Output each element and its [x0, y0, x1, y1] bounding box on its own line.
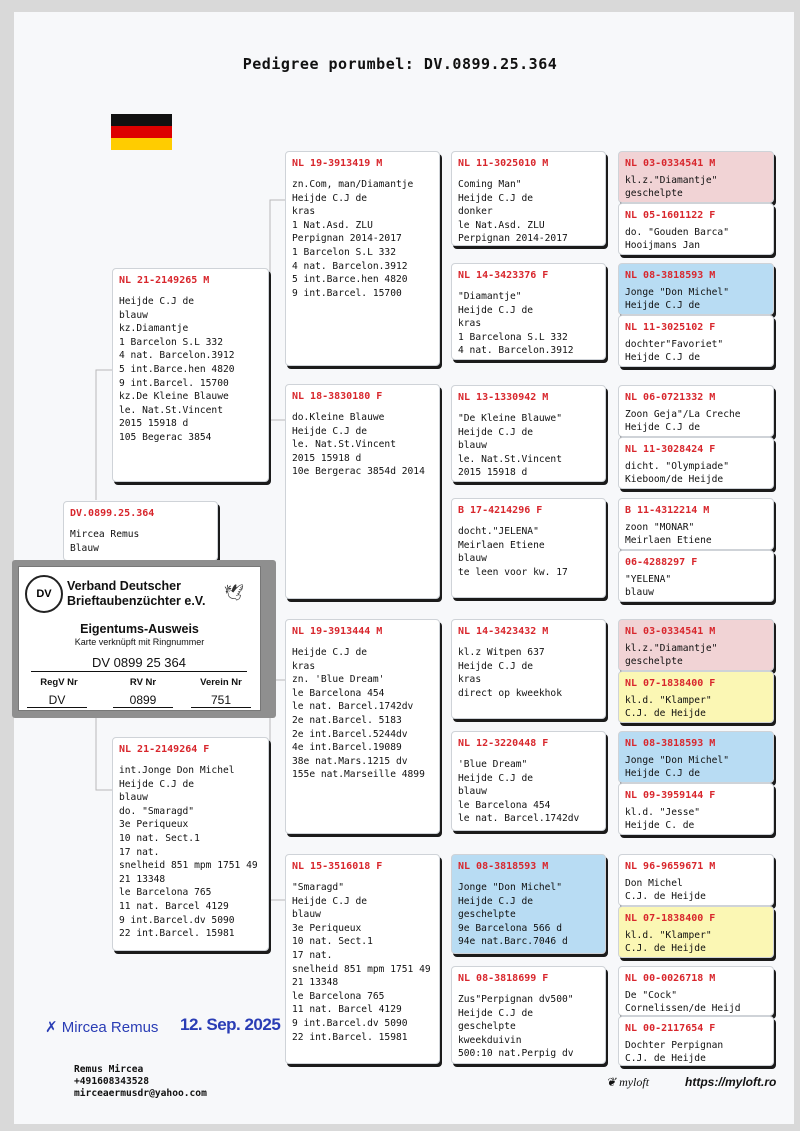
ancestor-ring: NL 08-3818593 M — [625, 738, 716, 749]
great-grandparent-card — [451, 498, 606, 598]
great-grandparent-card — [451, 385, 606, 482]
id-card-value: DV — [27, 693, 87, 708]
id-card-subheading: Karte verknüpft mit Ringnummer — [74, 637, 205, 647]
great-grandparent-details: 'Blue Dream" Heijde C.J de blauw le Barcelona 454 le nat. Barcel.1742dv — [458, 759, 580, 825]
ancestor-details: kl.d. "Klamper" C.J. de Heijde — [625, 695, 712, 720]
ancestor-ring: NL 96-9659671 M — [625, 861, 716, 872]
great-grandparent-ring: NL 12-3220448 F — [458, 738, 549, 749]
id-card-label: RV Nr — [129, 677, 157, 688]
ancestor-card — [618, 906, 774, 958]
owner-phone: +491608343528 — [74, 1076, 150, 1087]
ancestor-card — [618, 1016, 774, 1066]
ancestor-details: kl.d. "Klamper" C.J. de Heijde — [625, 930, 712, 955]
ancestor-ring: B 11-4312214 M — [625, 505, 710, 516]
ancestor-card — [618, 498, 774, 550]
grandparent-ring: NL 18-3830180 F — [292, 391, 383, 402]
germany-flag-icon — [111, 114, 172, 150]
id-card-heading: Eigentums-Ausweis — [80, 622, 199, 636]
signature: ✗ Mircea Remus — [45, 1019, 159, 1036]
pigeon-icon: 🕊 — [224, 583, 245, 602]
ancestor-ring: 06-4288297 F — [625, 557, 698, 568]
association-name: Verband Deutscher — [67, 579, 181, 593]
subject-details: Mircea Remus Blauw — [70, 529, 140, 554]
parent-ring: NL 21-2149264 F — [119, 744, 210, 755]
ancestor-ring: NL 11-3025102 F — [625, 322, 716, 333]
association-logo-icon: DV — [25, 575, 63, 613]
grandparent-details: Heijde C.J de kras zn. 'Blue Dream' le Barcelona 454 le nat. Barcel.1742dv 2e nat.Barcel. 5183 2e int.Barcel.5244dv 4e int.Barcel.19089 38e nat.Mars.1215 dv 155e nat.Marseille 4899 — [292, 647, 425, 781]
great-grandparent-ring: NL 13-1330942 M — [458, 392, 549, 403]
great-grandparent-card — [451, 854, 606, 954]
great-grandparent-ring: NL 11-3025010 M — [458, 158, 549, 169]
id-card-header — [19, 567, 260, 619]
ancestor-ring: NL 06-0721332 M — [625, 392, 716, 403]
great-grandparent-card — [451, 966, 606, 1064]
ancestor-details: Don Michel C.J. de Heijde — [625, 878, 706, 903]
brand-text: myloft — [619, 1075, 650, 1089]
ancestor-details: dochter"Favoriet" Heijde C.J de — [625, 339, 724, 364]
ancestor-ring: NL 00-2117654 F — [625, 1023, 716, 1034]
great-grandparent-ring: NL 14-3423432 M — [458, 626, 549, 637]
grandparent-card — [285, 619, 440, 834]
great-grandparent-details: Jonge "Don Michel" Heijde C.J de geschelpte 9e Barcelona 566 d 94e nat.Barc.7046 d — [458, 882, 568, 948]
great-grandparent-ring: B 17-4214296 F — [458, 505, 543, 516]
footer-url: https://myloft.ro — [685, 1075, 777, 1089]
great-grandparent-card — [451, 731, 606, 831]
ancestor-details: kl.z."Diamantje" geschelpte — [625, 643, 718, 668]
ancestor-card — [618, 437, 774, 489]
id-card-number: DV 0899 25 364 — [31, 655, 247, 672]
ancestor-card — [618, 783, 774, 835]
ancestor-details: Jonge "Don Michel" Heijde C.J de — [625, 755, 729, 780]
great-grandparent-details: "De Kleine Blauwe" Heijde C.J de blauw le. Nat.St.Vincent 2015 15918 d — [458, 413, 562, 479]
ancestor-ring: NL 11-3028424 F — [625, 444, 716, 455]
grandparent-card — [285, 854, 440, 1064]
parent-card — [112, 268, 269, 482]
flag-stripe — [111, 126, 172, 138]
great-grandparent-ring: NL 14-3423376 F — [458, 270, 549, 281]
subject-card — [63, 501, 218, 561]
ancestor-card — [618, 854, 774, 906]
ownership-id-card — [12, 560, 276, 718]
ancestor-details: kl.z."Diamantje" geschelpte — [625, 175, 718, 200]
ancestor-card — [618, 731, 774, 783]
ancestor-ring: NL 09-3959144 F — [625, 790, 716, 801]
ancestor-card — [618, 671, 774, 723]
grandparent-card — [285, 384, 440, 599]
flag-stripe — [111, 114, 172, 126]
parent-ring: NL 21-2149265 M — [119, 275, 210, 286]
ancestor-ring: NL 00-0026718 M — [625, 973, 716, 984]
page-title: Pedigree porumbel: DV.0899.25.364 — [242, 55, 558, 73]
ancestor-details: zoon "MONAR" Meirlaen Etiene — [625, 522, 712, 547]
owner-name: Remus Mircea — [74, 1064, 144, 1075]
ancestor-card — [618, 151, 774, 203]
great-grandparent-details: "Diamantje" Heijde C.J de kras 1 Barcelona S.L 332 4 nat. Barcelon.3912 — [458, 291, 574, 357]
great-grandparent-details: Coming Man" Heijde C.J de donker le Nat.Asd. ZLU Perpignan 2014-2017 — [458, 179, 568, 245]
ancestor-ring: NL 07-1838400 F — [625, 913, 716, 924]
great-grandparent-details: kl.z Witpen 637 Heijde C.J de kras direct op kweekhok — [458, 647, 562, 699]
ancestor-ring: NL 03-0334541 M — [625, 158, 716, 169]
id-card-body — [18, 566, 261, 711]
date-stamp: 12. Sep. 2025 — [180, 1015, 281, 1034]
ancestor-card — [618, 550, 774, 602]
ancestor-ring: NL 03-0334541 M — [625, 626, 716, 637]
grandparent-ring: NL 15-3516018 F — [292, 861, 383, 872]
ancestor-card — [618, 263, 774, 315]
parent-details: Heijde C.J de blauw kz.Diamantje 1 Barcelon S.L 332 4 nat. Barcelon.3912 5 int.Barce.hen 4820 9 int.Barcel. 15700 kz.De Kleine Blauwe le. Nat.St.Vincent 2015 15918 d 105 Begerac 3854 — [119, 296, 235, 443]
id-card-value: 0899 — [113, 693, 173, 708]
ancestor-ring: NL 07-1838400 F — [625, 678, 716, 689]
parent-card — [112, 737, 269, 951]
id-card-label: RegV Nr — [40, 677, 78, 688]
ancestor-details: dicht. "Olympiade" Kieboom/de Heijde — [625, 461, 729, 486]
ancestor-ring: NL 05-1601122 F — [625, 210, 716, 221]
grandparent-ring: NL 19-3913444 M — [292, 626, 383, 637]
ancestor-details: De "Cock" Cornelissen/de Heijd — [625, 990, 741, 1015]
association-name: Brieftaubenzüchter e.V. — [67, 594, 206, 608]
ancestor-card — [618, 619, 774, 671]
ancestor-details: do. "Gouden Barca" Hooijmans Jan — [625, 227, 729, 252]
myloft-logo: ❦ myloft — [606, 1075, 650, 1089]
ancestor-details: "YELENA" blauw — [625, 574, 672, 599]
ancestor-card — [618, 203, 774, 255]
great-grandparent-ring: NL 08-3818593 M — [458, 861, 549, 872]
grandparent-card — [285, 151, 440, 366]
ancestor-details: Jonge "Don Michel" Heijde C.J de — [625, 287, 729, 312]
ancestor-details: kl.d. "Jesse" Heijde C. de — [625, 807, 701, 832]
grandparent-details: do.Kleine Blauwe Heijde C.J de le. Nat.St.Vincent 2015 15918 d 10e Bergerac 3854d 2014 — [292, 412, 425, 478]
great-grandparent-card — [451, 619, 606, 719]
grandparent-details: zn.Com, man/Diamantje Heijde C.J de kras 1 Nat.Asd. ZLU Perpignan 2014-2017 1 Barcelon S.L 332 4 nat. Barcelon.3912 5 int.Barce.hen 4820 9 int.Barcel. 15700 — [292, 179, 414, 299]
grandparent-ring: NL 19-3913419 M — [292, 158, 383, 169]
owner-email: mirceaermusdr@yahoo.com — [74, 1088, 207, 1099]
great-grandparent-details: docht."JELENA" Meirlaen Etiene blauw te leen voor kw. 17 — [458, 526, 568, 578]
great-grandparent-card — [451, 263, 606, 360]
signature-text: Mircea Remus — [61, 1019, 159, 1036]
ancestor-card — [618, 315, 774, 367]
great-grandparent-ring: NL 08-3818699 F — [458, 973, 549, 984]
parent-details: int.Jonge Don Michel Heijde C.J de blauw do. "Smaragd" 3e Periqueux 10 nat. Sect.1 17 nat. snelheid 851 mpm 1751 49 21 13348 le Barcelona 765 11 nat. Barcel 4129 9 int.Barcel.dv 5090 22 int.Barcel. 15981 — [119, 765, 258, 940]
flag-stripe — [111, 138, 172, 150]
id-card-label: Verein Nr — [200, 677, 242, 688]
id-card-value: 751 — [191, 693, 251, 708]
grandparent-details: "Smaragd" Heijde C.J de blauw 3e Periqueux 10 nat. Sect.1 17 nat. snelheid 851 mpm 1751 49 21 13348 le Barcelona 765 11 nat. Barcel 4129 9 int.Barcel.dv 5090 22 int.Barcel. 15981 — [292, 882, 431, 1043]
ancestor-card — [618, 385, 774, 437]
ancestor-details: Zoon Geja"/La Creche Heijde C.J de — [625, 409, 741, 434]
ancestor-ring: NL 08-3818593 M — [625, 270, 716, 281]
great-grandparent-card — [451, 151, 606, 246]
ancestor-card — [618, 966, 774, 1016]
ancestor-details: Dochter Perpignan C.J. de Heijde — [625, 1040, 724, 1065]
subject-ring: DV.0899.25.364 — [70, 508, 155, 519]
great-grandparent-details: Zus"Perpignan dv500" Heijde C.J de geschelpte kweekduivin 500:10 nat.Perpig dv — [458, 994, 574, 1060]
